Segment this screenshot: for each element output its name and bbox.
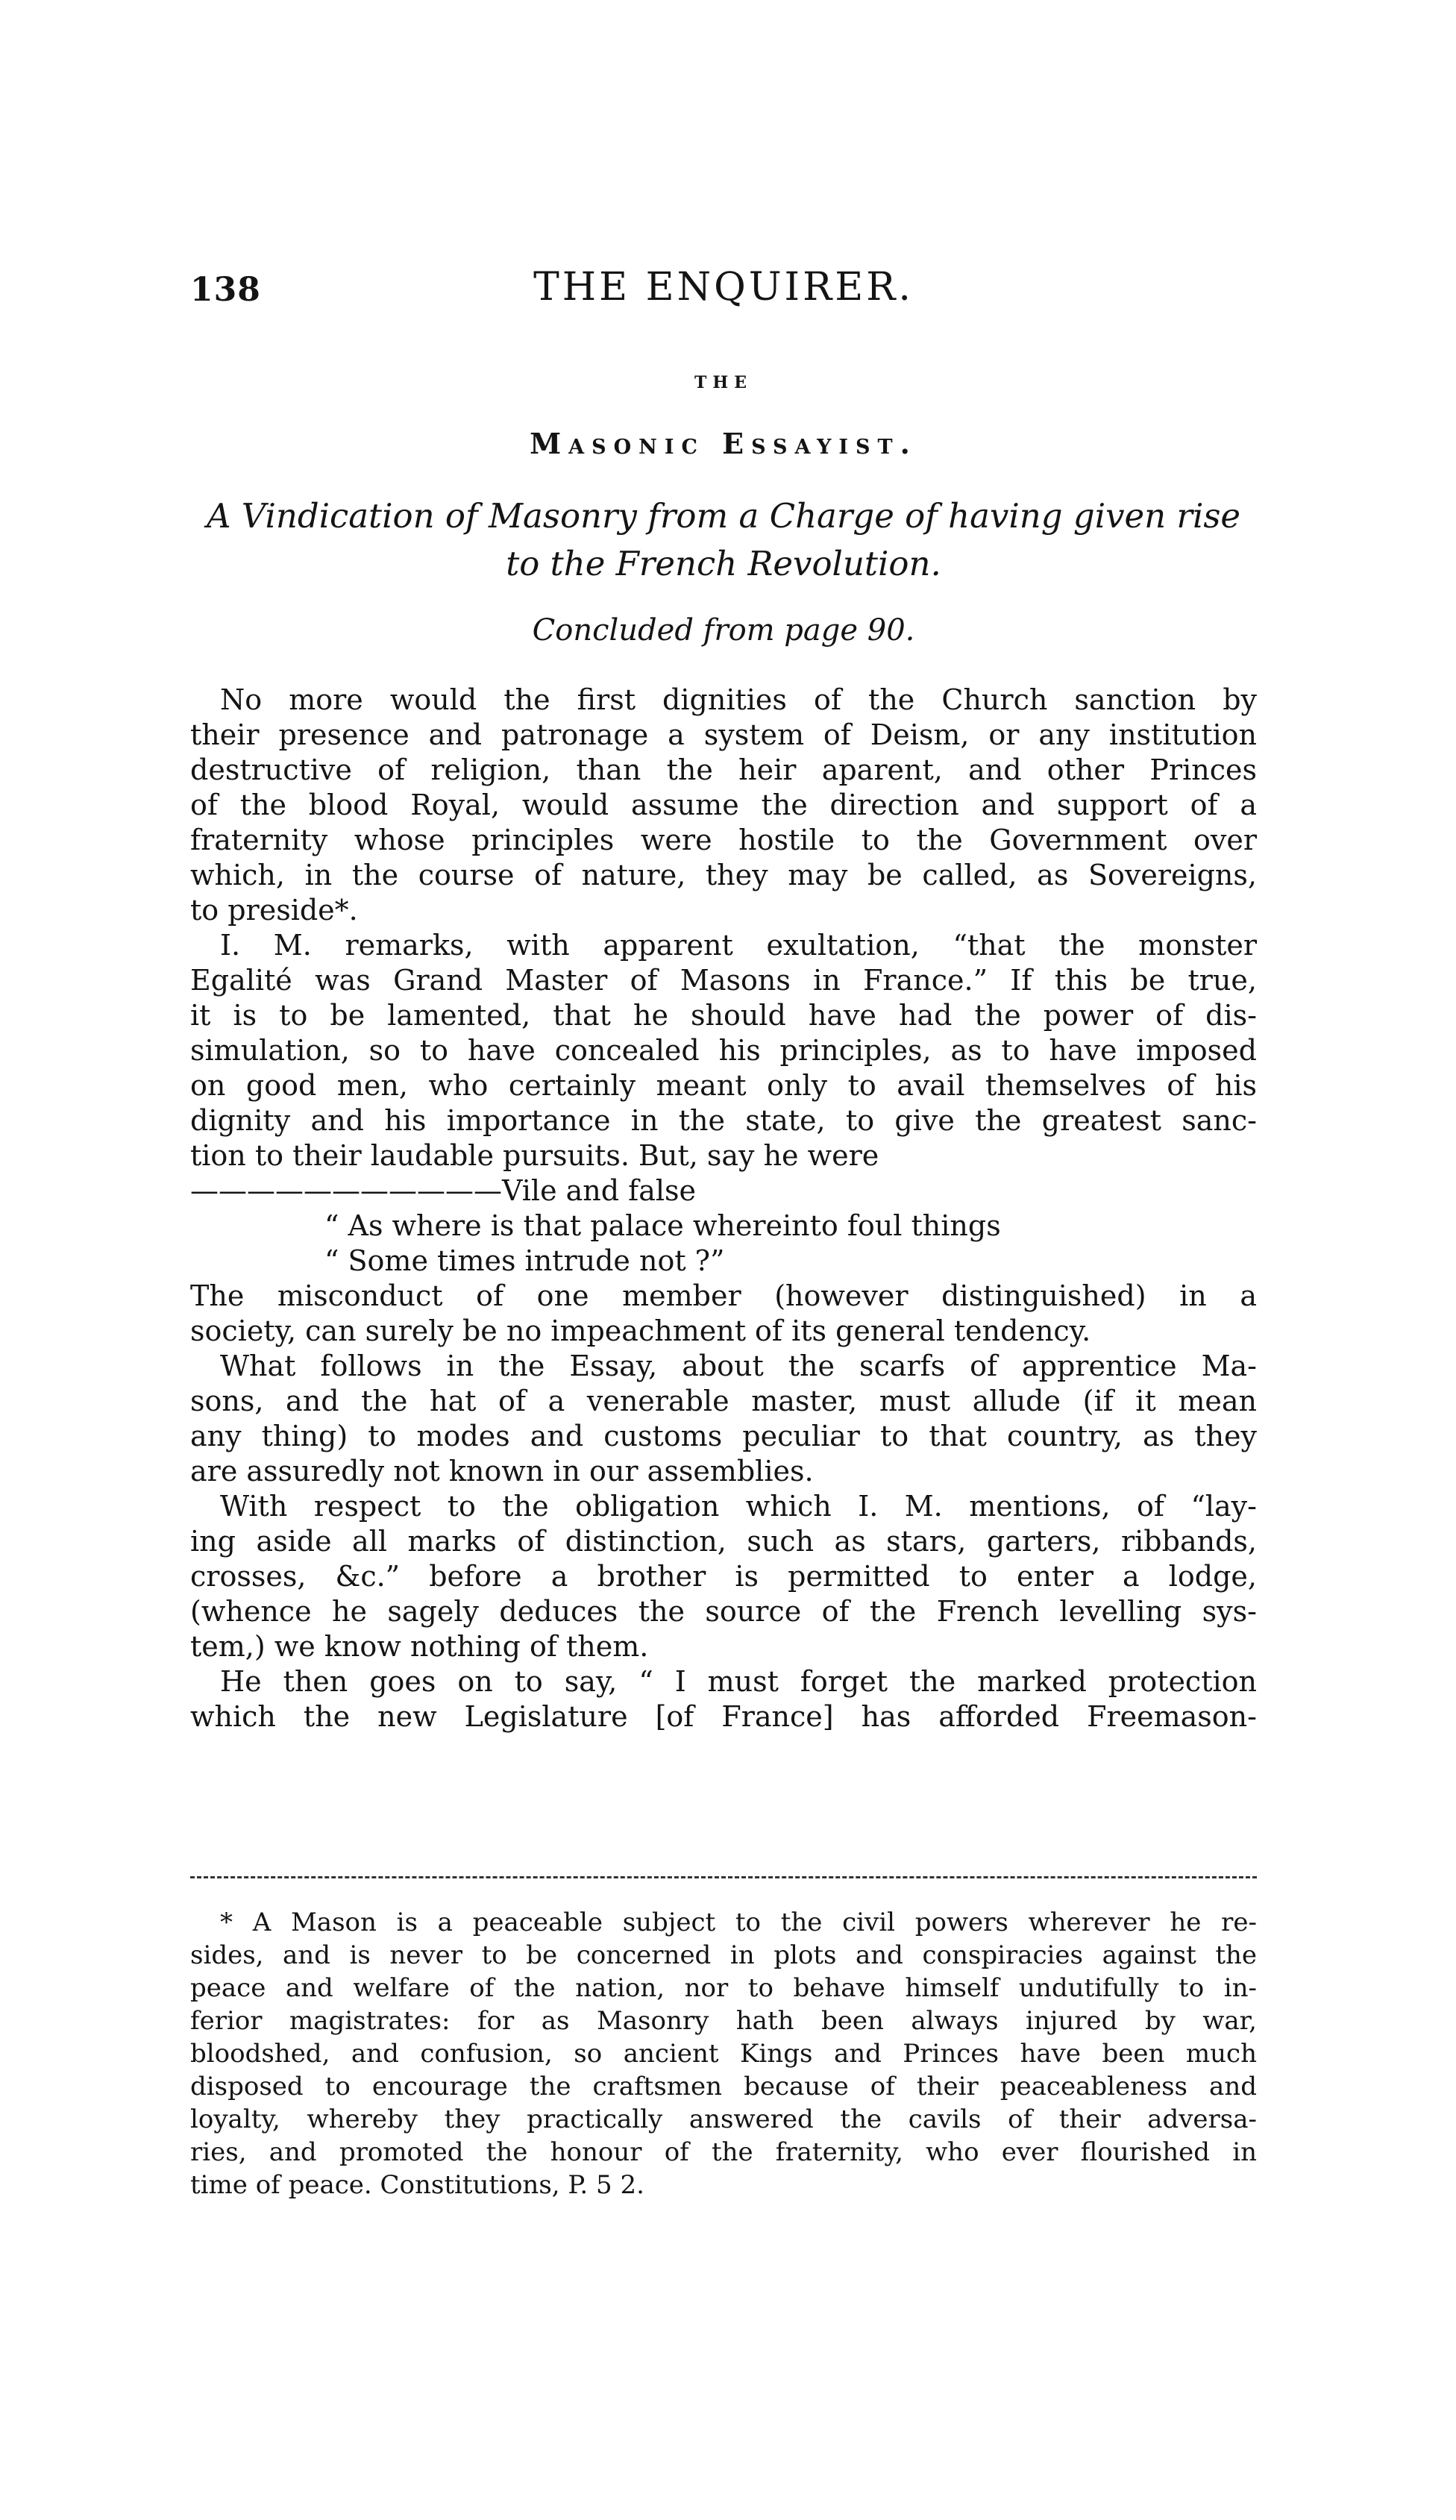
footnote-line: peace and welfare of the nation, nor to behave himself undutifully to in-	[190, 1973, 1257, 2003]
footnote	[190, 1906, 1257, 2201]
text-line: dignity and his importance in the state, to give the greatest sanc-	[190, 1104, 1257, 1137]
text-line: What follows in the Essay, about the scarfs of apprentice Ma-	[220, 1350, 1257, 1382]
verse-line: ———————————Vile and false	[190, 1174, 697, 1207]
text-line: are assuredly not known in our assemblies.	[190, 1455, 814, 1488]
continuation-note: Concluded from page 90.	[532, 613, 915, 648]
page-number: 138	[190, 271, 261, 309]
text-line: which, in the course of nature, they may be called, as Sovereigns,	[190, 859, 1257, 891]
series-title: Masonic Essayist.	[530, 427, 917, 460]
text-line: any thing) to modes and customs peculiar to that country, as they	[190, 1420, 1257, 1452]
body-text	[190, 683, 1257, 1734]
text-line: simulation, so to have concealed his principles, as to have imposed	[190, 1034, 1257, 1067]
text-line: crosses, &c.” before a brother is permitted to enter a lodge,	[190, 1560, 1257, 1593]
article-title	[190, 492, 1257, 588]
text-line: With respect to the obligation which I. M. mentions, of “lay-	[220, 1490, 1257, 1523]
text-line: The misconduct of one member (however distinguished) in a	[190, 1279, 1257, 1312]
text-line: which the new Legislature [of France] has afforded Freemason-	[190, 1700, 1257, 1733]
text-line: fraternity whose principles were hostile to the Government over	[190, 824, 1257, 856]
text-line: (whence he sagely deduces the source of the French levelling sys-	[190, 1595, 1257, 1628]
text-line: their presence and patronage a system of Deism, or any institution	[190, 718, 1257, 751]
footnote-line: loyalty, whereby they practically answered the cavils of their adversa-	[190, 2104, 1257, 2134]
text-line: I. M. remarks, with apparent exultation, “that the monster	[220, 929, 1257, 962]
text-line: tion to their laudable pursuits. But, say he were	[190, 1139, 879, 1172]
text-line: tem,) we know nothing of them.	[190, 1630, 649, 1663]
footnote-line: * A Mason is a peaceable subject to the civil powers wherever he re-	[220, 1908, 1257, 1937]
text-line: on good men, who certainly meant only to avail themselves of his	[190, 1069, 1257, 1102]
text-line: sons, and the hat of a venerable master, must allude (if it mean	[190, 1385, 1257, 1417]
footnote-line: bloodshed, and confusion, so ancient Kings and Princes have been much	[190, 2039, 1257, 2069]
article-title-line: A Vindication of Masonry from a Charge of having given rise	[206, 496, 1241, 536]
text-line: He then goes on to say, “ I must forget the marked protection	[220, 1665, 1257, 1698]
footnote-line: ries, and promoted the honour of the fraternity, who ever flourished in	[190, 2137, 1257, 2167]
running-title: THE ENQUIRER.	[533, 265, 914, 310]
text-line: No more would the first dignities of the Church sanction by	[220, 683, 1257, 716]
footnote-line: ferior magistrates: for as Masonry hath been always injured by war,	[190, 2006, 1257, 2036]
footnote-divider	[190, 1876, 1257, 1878]
page-header	[190, 265, 1257, 317]
footnote-line: time of peace. Constitutions, P. 5 2.	[190, 2170, 644, 2200]
text-line: it is to be lamented, that he should have had the power of dis-	[190, 999, 1257, 1032]
text-line: destructive of religion, than the heir aparent, and other Princes	[190, 753, 1257, 786]
footnote-line: disposed to encourage the craftsmen because of their peaceableness and	[190, 2072, 1257, 2101]
text-line: ing aside all marks of distinction, such as stars, garters, ribbands,	[190, 1525, 1257, 1558]
article-title-line: to the French Revolution.	[506, 544, 941, 583]
verse-line: “ Some times intrude not ?”	[324, 1244, 725, 1277]
text-line: society, can surely be no impeachment of its general tendency.	[190, 1314, 1091, 1347]
footnote-line: sides, and is never to be concerned in plots and conspiracies against the	[190, 1940, 1257, 1970]
text-line: of the blood Royal, would assume the direction and support of a	[190, 789, 1257, 821]
text-line: Egalité was Grand Master of Masons in France.” If this be true,	[190, 964, 1257, 997]
verse-line: “ As where is that palace whereinto foul things	[324, 1209, 1001, 1242]
section-article-word: THE	[694, 373, 753, 392]
text-line: to preside*.	[190, 894, 358, 927]
